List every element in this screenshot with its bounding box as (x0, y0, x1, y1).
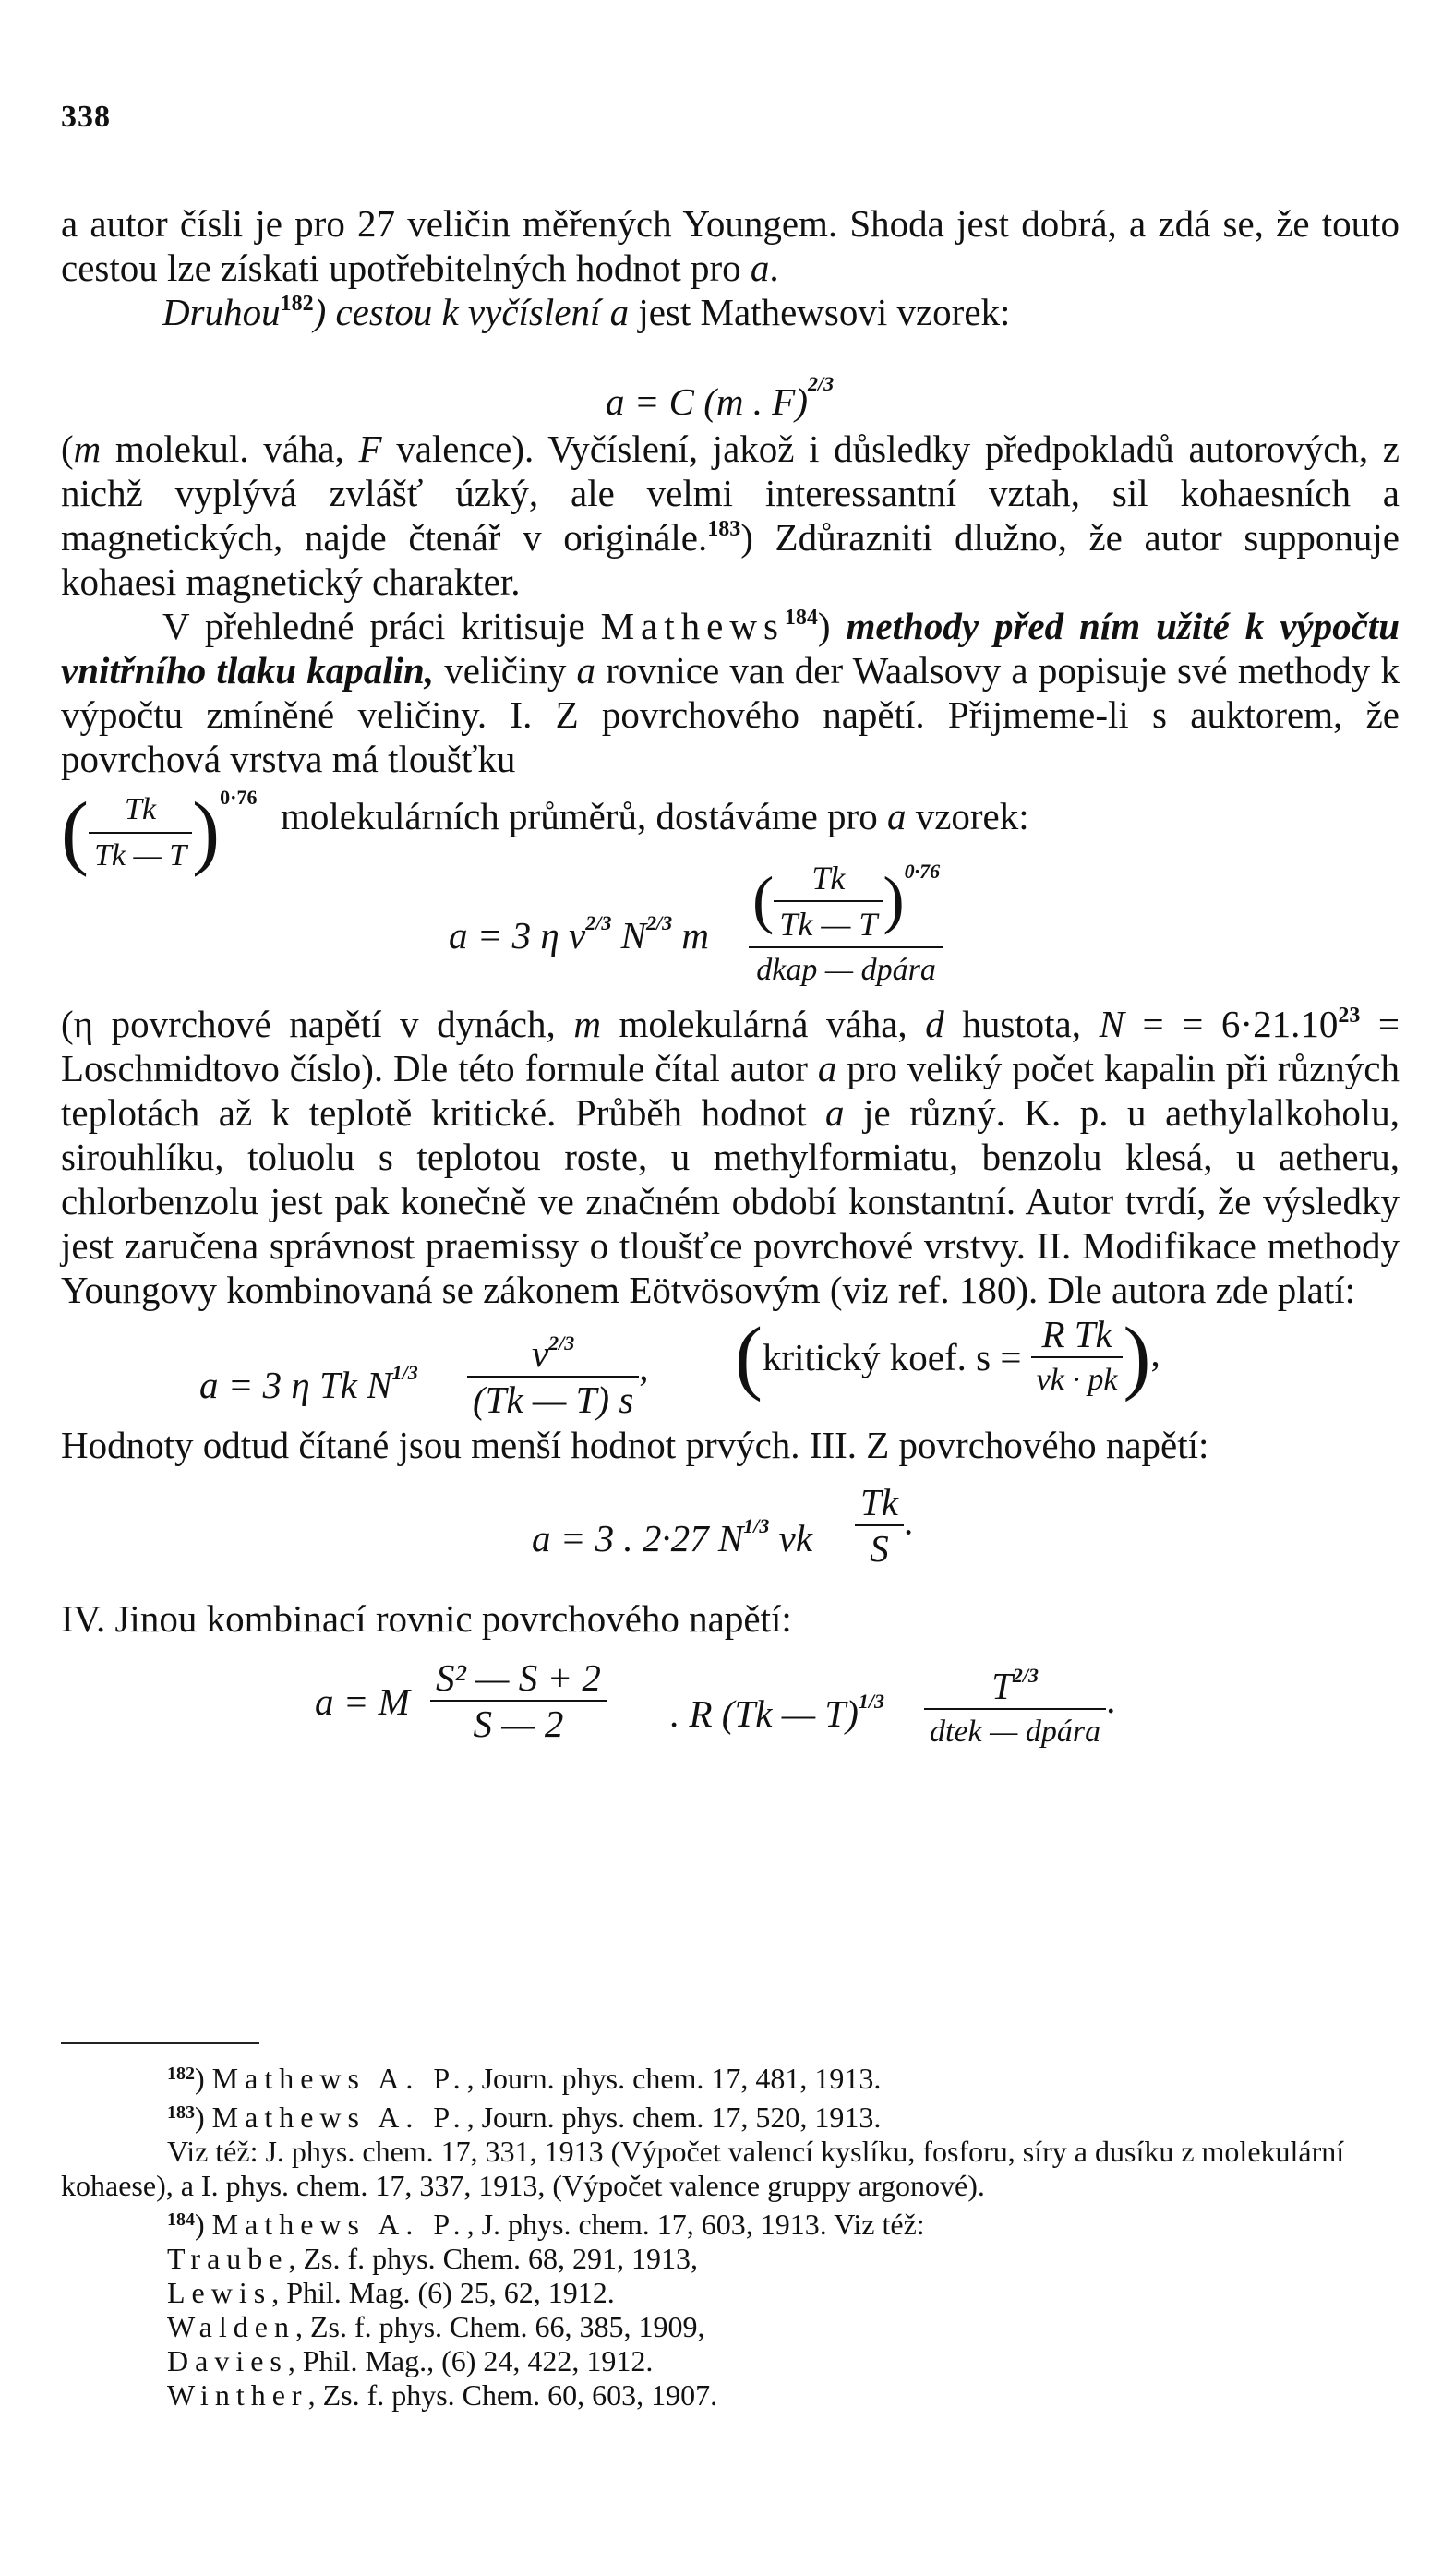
footnote-184-item: Davies, Phil. Mag., (6) 24, 422, 1912. (167, 2344, 654, 2377)
paragraph-6: Hodnoty odtud čítané jsou menší hodnot prvých. III. Z povrchového napětí: (61, 1424, 1209, 1466)
footnote-184: $^{184}$) Mathews A. P., J. phys. chem. 17, 603, 1913. Viz též: (167, 2208, 925, 2241)
footnote-184-item: Traube, Zs. f. phys. Chem. 68, 291, 1913, (167, 2242, 699, 2275)
paragraph-3: (m molekul. váha, F valence). Vyčíslení, jakož i důsledky předpokladů autorových, z nichž vyplývá zvlášť úzký, ale velmi interessantní vztah, sil kohaesních a magnetických, najde čtenář v originále.$^{183}$) Zdůrazniti dlužno, že autor supponuje kohaesi magnetický charakter. (61, 427, 1400, 603)
formula-1: a = C (m . F)$^{2/3}$ (606, 372, 835, 423)
formula-3: a = 3 η Tk $N^{1/3}$ $\frac{v^{2/3}}{(Tk — T) s}$ , (kritický koef. s = $\frac{\text{R Tk}}{vk \cdot pk}$ ), (199, 1311, 1160, 1421)
footnote-183-continued: Viz též: J. phys. chem. 17, 331, 1913 (Výpočet valencí kyslíku, fosforu, síry a dusíku z molekulární kohaese), a I. phys. chem. 17, 337, 1913, (Výpočet valence gruppy argonové). (61, 2135, 1345, 2202)
footnotes (61, 2057, 1400, 2413)
footnote-ref-184: 184 (784, 606, 818, 630)
page-number: 338 (61, 100, 111, 134)
footnote-184-item: Walden, Zs. f. phys. Chem. 66, 385, 1909, (167, 2310, 705, 2343)
paragraph-4: V přehledné práci kritisuje Mathews$^{184}$) methody před ním užité k výpočtu vnitřního tlaku kapalin, veličiny a rovnice van der Waalsovy a popisuje své methody k výpočtu zmíněné veličiny. I. Z povrchového napětí. Přijmeme-li s auktorem, že povrchová vrstva má tloušťku (61, 605, 1400, 780)
footnote-ref-183: 183 (707, 517, 741, 541)
footnote-divider (61, 2042, 259, 2044)
paragraph-7: IV. Jinou kombinací rovnic povrchového napětí: (61, 1597, 792, 1640)
formula-5: a = M $\frac{\text{S² — S + 2}}{S — 2}$ . R (Tk — T)$^{1/3}$ $\frac{T^{2/3}}{\text{dtek — dpára}}$ . (61, 1641, 1400, 1761)
page-body (61, 201, 1400, 1761)
paragraph-1: a autor čísli je pro 27 veličin měřených Youngem. Shoda jest dobrá, a zdá se, že touto cestou lze získati upotřebitelných hodnot pro a. (61, 202, 1400, 289)
footnote-183: $^{183}$) Mathews A. P., Journ. phys. chem. 17, 520, 1913. (167, 2101, 882, 2134)
footnote-184-item: Winther, Zs. f. phys. Chem. 60, 603, 1907. (167, 2378, 718, 2412)
inline-fraction-line: ( $\frac{Tk}{Tk — T}$ )$^{0\cdot 76}$ molekulárních průměrů, dostáváme pro a vzorek: (61, 786, 1029, 878)
formula-4: a = 3 . 2·27 $N^{1/3}$ vk $\frac{Tk}{S}$ . (532, 1481, 914, 1570)
paragraph-5: (η povrchové napětí v dynách, m molekulárná váha, d hustota, N = = 6·21.10$^{23}$ = Loschmidtovo číslo). Dle této formule čítal autor a pro veliký počet kapalin při různých teplotách až k teplotě kritické. Průběh hodnot a je různý. K. p. u aethylalkoholu, sirouhlíku, toluolu s teplotou roste, u methylformiatu, benzolu klesá, u aetheru, chlorbenzolu jest pak konečně ve značném období konstantní. Autor tvrdí, že výsledky jest zaručena správnost praemissy o tloušťce povrchové vrstvy. II. Modifikace methody Youngovy kombinovaná se zákonem Eötvösovým (viz ref. 180). Dle autora zde platí: (61, 1003, 1400, 1311)
footnote-182: $^{182}$) Mathews A. P., Journ. phys. chem. 17, 481, 1913. (167, 2062, 882, 2095)
footnote-ref-182: 182 (280, 292, 314, 316)
footnote-184-item: Lewis, Phil. Mag. (6) 25, 62, 1912. (167, 2276, 615, 2309)
formula-2: a = 3 η $v^{2/3}$ $N^{2/3}$ m ( $\frac{Tk}{Tk — T}$ )$^{0\cdot 76}$ dkap — dpára (61, 849, 1400, 1002)
paragraph-2: Druhou$^{182}$) cestou k vyčíslení a jest Mathewsovi vzorek: (162, 291, 1011, 333)
